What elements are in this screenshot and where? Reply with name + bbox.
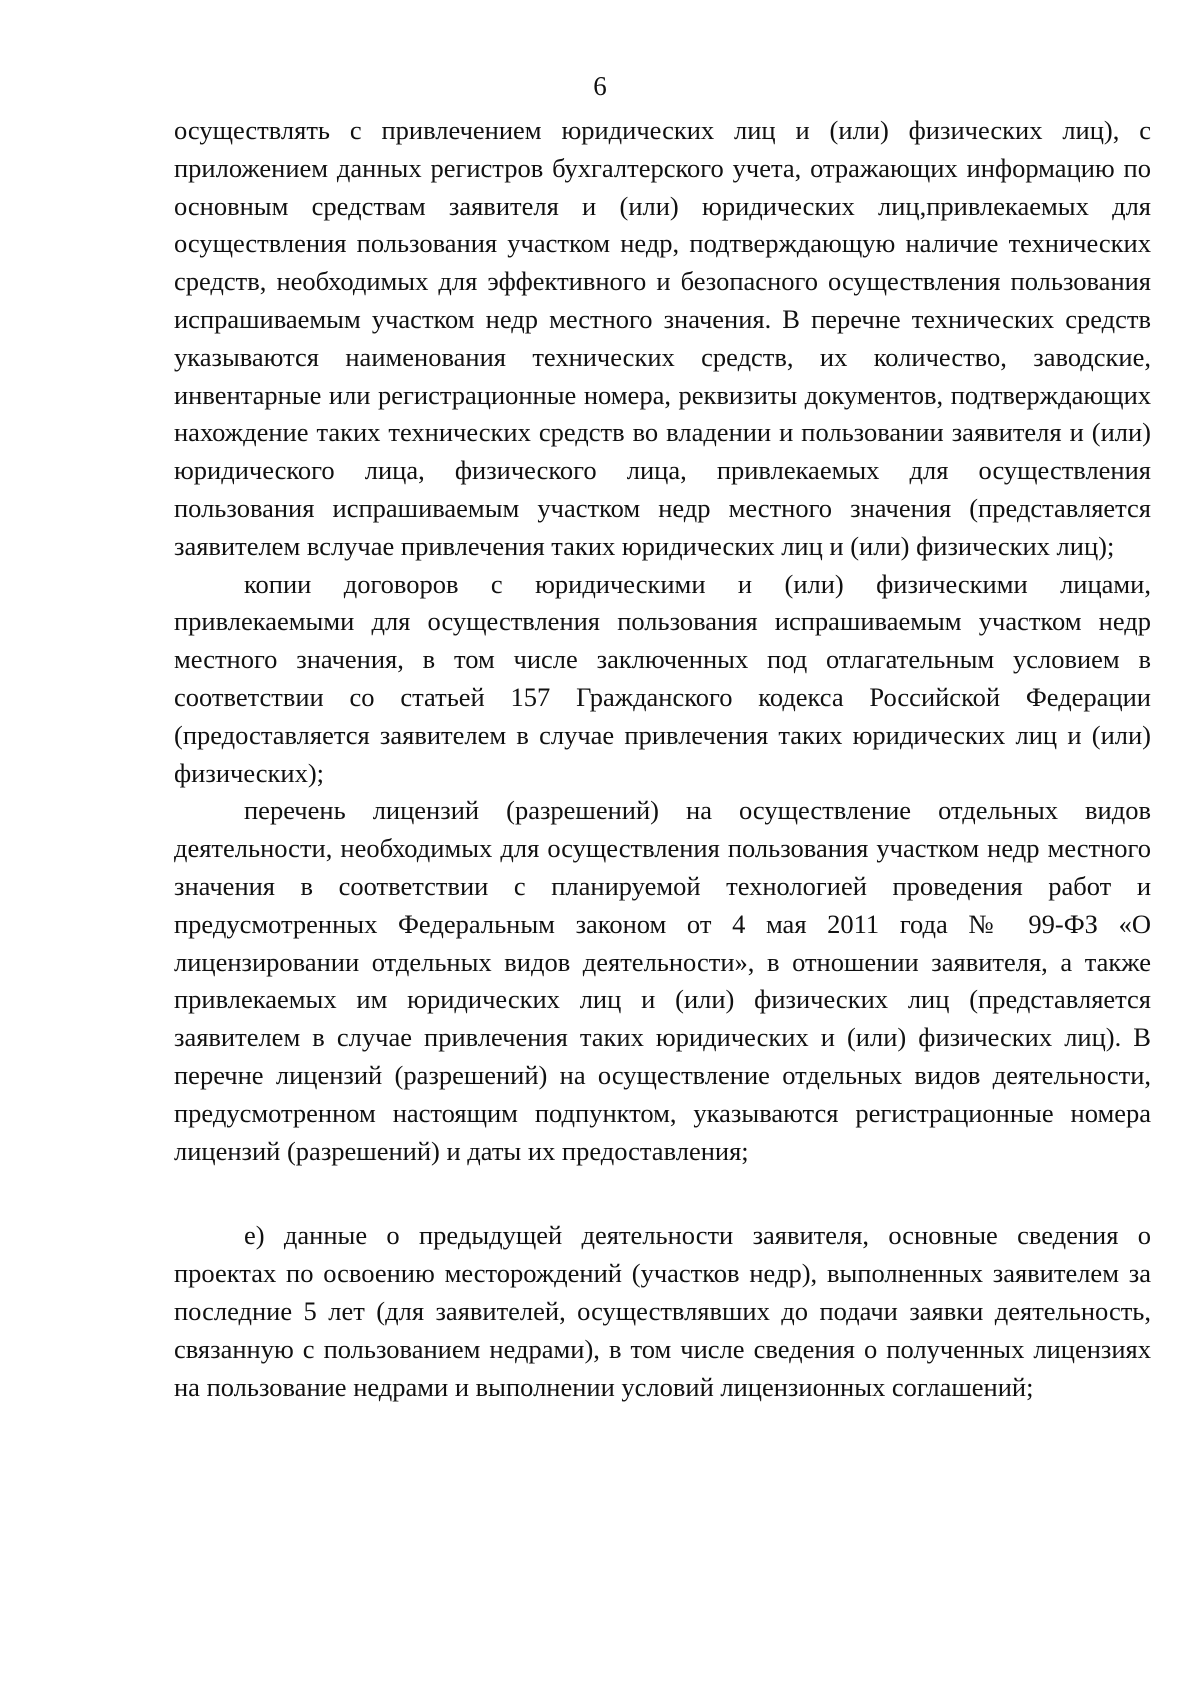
paragraph-item-e-previous-activity: е) данные о предыдущей деятельности заявителя, основные сведения о проектах по освоению месторождений (участков недр), выполненных заявителем за последние 5 лет (для заявителей, осуществлявших до подачи заявки деятельность, связанную с пользованием недрами), в том числе сведения о полученных лицензиях на пользование недрами и выполнении условий лицензионных соглашений; xyxy=(174,1220,1151,1402)
paragraph-licenses-list: перечень лицензий (разрешений) на осуществление отдельных видов деятельности, необходимых для осуществления пользования участком недр местного значения в соответствии с планируемой технологией проведения работ и предусмотренных Федеральным законом от 4 мая 2011 года № 99-ФЗ «О лицензировании отдельных видов деятельности», в отношении заявителя, а также привлекаемых им юридических лиц и (или) физических лиц (представляется заявителем в случае привлечения таких юридических и (или) физических лиц). В перечне лицензий (разрешений) на осуществление отдельных видов деятельности, предусмотренном настоящим подпунктом, указываются регистрационные номера лицензий (разрешений) и даты их предоставления; xyxy=(174,795,1151,1166)
document-body xyxy=(174,112,1151,1406)
paragraph-technical-means-list: осуществлять с привлечением юридических лиц и (или) физических лиц), с приложением данных регистров бухгалтерского учета, отражающих информацию по основным средствам заявителя и (или) юридических лиц,привлекаемых для осуществления пользования участком недр, подтверждающую наличие технических средств, необходимых для эффективного и безопасного осуществления пользования испрашиваемым участком недр местного значения. В перечне технических средств указываются наименования технических средств, их количество, заводские, инвентарные или регистрационные номера, реквизиты документов, подтверждающих нахождение таких технических средств во владении и пользовании заявителя и (или) юридического лица, физического лица, привлекаемых для осуществления пользования испрашиваемым участком недр местного значения (представляется заявителем вслучае привлечения таких юридических лиц и (или) физических лиц); xyxy=(174,115,1151,561)
paragraph-contract-copies: копии договоров с юридическими и (или) физическими лицами, привлекаемыми для осуществления пользования испрашиваемым участком недр местного значения, в том числе заключенных под отлагательным условием в соответствии со статьей 157 Гражданского кодекса Российской Федерации (предоставляется заявителем в случае привлечения таких юридических лиц и (или) физических); xyxy=(174,568,1151,788)
page-number: 6 xyxy=(593,71,607,101)
